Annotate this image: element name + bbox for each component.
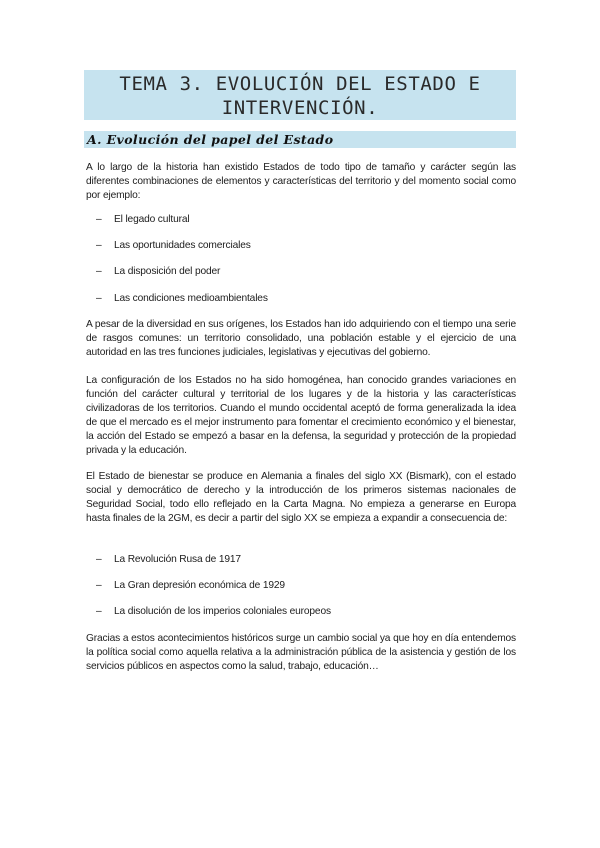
list-item-text: La disolución de los imperios coloniales europeos	[114, 606, 331, 617]
title-line-2: INTERVENCIÓN.	[221, 97, 379, 119]
paragraph-2: A pesar de la diversidad en sus orígenes, los Estados han ido adquiriendo con el tiempo una serie de rasgos comunes: un territorio consolidado, una población estable y el ejercicio de una autoridad en las tres funciones judiciales, legislativas y ejecutivas del gobierno.	[86, 319, 516, 358]
list-item	[96, 292, 516, 306]
list-item	[96, 213, 516, 227]
list-item	[96, 239, 516, 253]
bullet-dash: –	[96, 214, 102, 225]
bullet-dash: –	[96, 606, 102, 617]
title-line-1: TEMA 3. EVOLUCIÓN DEL ESTADO E	[119, 73, 481, 95]
section-heading: A. Evolución del papel del Estado	[84, 131, 516, 148]
list-item	[96, 553, 516, 567]
list-item	[96, 579, 516, 593]
list-item	[96, 605, 516, 619]
list-item-text: El legado cultural	[114, 214, 190, 225]
list-item	[96, 265, 516, 279]
bullet-dash: –	[96, 580, 102, 591]
bullet-dash: –	[96, 554, 102, 565]
list-item-text: Las condiciones medioambientales	[114, 293, 268, 304]
document-title	[84, 70, 516, 120]
paragraph-4: El Estado de bienestar se produce en Alemania a finales del siglo XX (Bismark), con el estado social y democrático de derecho y la introducción de los primeros sistemas nacionales de Seguridad Social, todo ello reflejado en la Carta Magna. No empieza a generarse en Europa hasta finales de la 2GM, es decir a partir del siglo XX se empieza a expandir a consecuencia de:	[86, 471, 516, 524]
list-item-text: La Revolución Rusa de 1917	[114, 554, 241, 565]
list-item-text: La disposición del poder	[114, 266, 221, 277]
paragraph-5: Gracias a estos acontecimientos históricos surge un cambio social ya que hoy en día entendemos la política social como aquella relativa a la administración pública de la asistencia y gestión de los servicios públicos en aspectos como la salud, trabajo, educación…	[86, 633, 516, 672]
list-item-text: La Gran depresión económica de 1929	[114, 580, 285, 591]
paragraph-1: A lo largo de la historia han existido Estados de todo tipo de tamaño y carácter según las diferentes combinaciones de elementos y características del territorio y del momento social como por ejemplo:	[86, 162, 516, 201]
bullet-dash: –	[96, 293, 102, 304]
bullet-dash: –	[96, 266, 102, 277]
paragraph-3: La configuración de los Estados no ha sido homogénea, han conocido grandes variaciones en función del carácter cultural y territorial de los lugares y de la historia y las características civilizadoras de los territorios. Cuando el mundo occidental aceptó de forma generalizada la idea de que el mercado es el mejor instrumento para fomentar el crecimiento económico y el bienestar, la acción del Estado se empezó a basar en la defensa, la seguridad y protección de la propiedad privada y la educación.	[86, 375, 516, 456]
list-item-text: Las oportunidades comerciales	[114, 240, 251, 251]
bullet-dash: –	[96, 240, 102, 251]
